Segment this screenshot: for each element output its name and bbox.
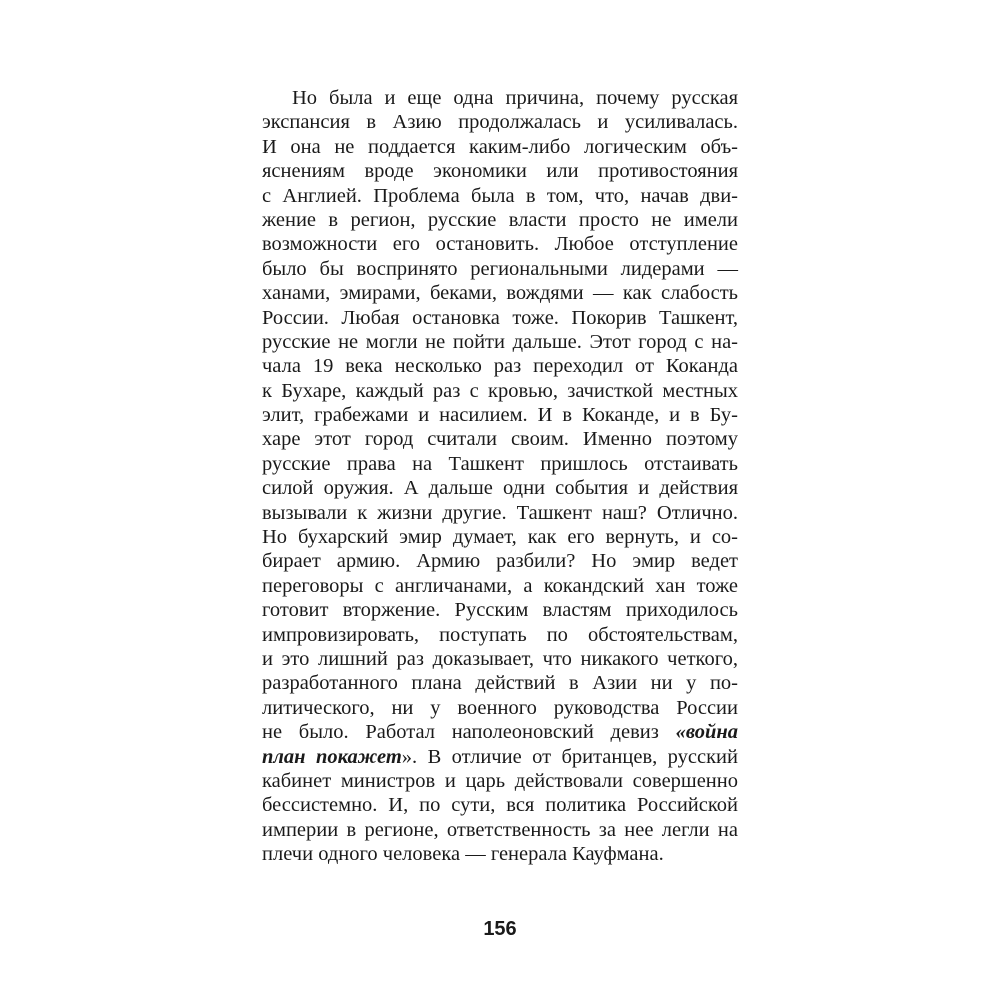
text-line: было бы воспринято региональными лидерами — bbox=[262, 257, 738, 280]
text-line-motto-end bbox=[262, 745, 738, 769]
motto-lead-text: не было. Работал наполеоновский девиз bbox=[262, 721, 676, 744]
page-number: 156 bbox=[483, 918, 517, 940]
text-line: Но бухарский эмир думает, как его вернуть, и со- bbox=[262, 526, 738, 549]
text-line: к Бухаре, каждый раз с кровью, зачисткой местных bbox=[262, 379, 738, 402]
text-line: русские не могли не пойти дальше. Этот город с на- bbox=[262, 330, 738, 353]
text-line: русские права на Ташкент пришлось отстаивать bbox=[262, 452, 738, 475]
text-line: яснениям вроде экономики или противостояния bbox=[262, 160, 738, 183]
text-line: бессистемно. И, по сути, вся политика Российской bbox=[262, 794, 738, 817]
text-line: литического, ни у военного руководства России bbox=[262, 696, 738, 719]
text-line: возможности его остановить. Любое отступление bbox=[262, 233, 738, 256]
text-line: И она не поддается каким-либо логическим объ- bbox=[262, 135, 738, 158]
text-line: экспансия в Азию продолжалась и усиливалась. bbox=[262, 111, 738, 134]
text-line: и это лишний раз доказывает, что никакого четкого, bbox=[262, 647, 738, 670]
text-line: силой оружия. А дальше одни события и действия bbox=[262, 477, 738, 500]
text-line: с Англией. Проблема была в том, что, начав дви- bbox=[262, 184, 738, 207]
text-line: России. Любая остановка тоже. Покорив Ташкент, bbox=[262, 306, 738, 329]
text-line: кабинет министров и царь действовали совершенно bbox=[262, 769, 738, 792]
text-line: импровизировать, поступать по обстоятельствам, bbox=[262, 623, 738, 646]
text-line: плечи одного человека — генерала Кауфмана. bbox=[262, 843, 664, 866]
motto-italic-end: план покажет bbox=[262, 745, 402, 768]
text-line-motto bbox=[262, 720, 738, 744]
text-line: чала 19 века несколько раз переходил от Коканда bbox=[262, 355, 738, 378]
text-line: переговоры с англичанами, а кокандский хан тоже bbox=[262, 574, 738, 597]
body-paragraph bbox=[262, 86, 738, 867]
text-line: харе этот город считали своим. Именно поэтому bbox=[262, 428, 738, 451]
text-line: империи в регионе, ответственность за нее легли на bbox=[262, 818, 738, 841]
text-line: Но была и еще одна причина, почему русская bbox=[292, 87, 738, 109]
text-line: вызывали к жизни другие. Ташкент наш? Отлично. bbox=[262, 501, 738, 524]
text-line: разработанного плана действий в Азии ни у по- bbox=[262, 672, 738, 695]
motto-italic-start: «война bbox=[675, 721, 738, 744]
text-line: жение в регион, русские власти просто не имели bbox=[262, 208, 738, 231]
text-line: бирает армию. Армию разбили? Но эмир ведет bbox=[262, 550, 738, 573]
text-line: элит, грабежами и насилием. И в Коканде, и в Бу- bbox=[262, 404, 738, 427]
motto-tail-text: ». В отличие от британцев, русский bbox=[401, 745, 738, 768]
text-line: ханами, эмирами, беками, вождями — как слабость bbox=[262, 282, 738, 305]
text-line: готовит вторжение. Русским властям приходилось bbox=[262, 599, 738, 622]
